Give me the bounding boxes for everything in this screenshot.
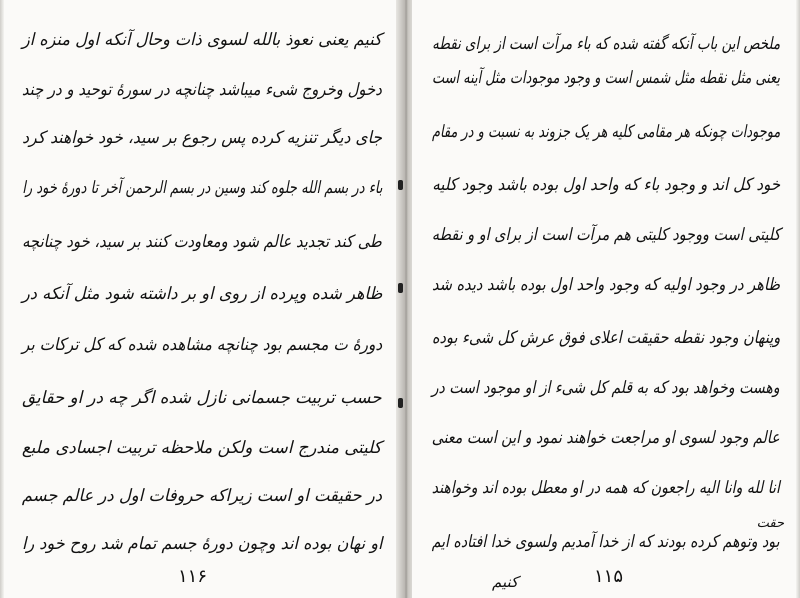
left-line-6: ظاهر شده وپرده از روی او بر داشته شود مثل آنکه در bbox=[21, 284, 382, 304]
left-line-8: حسب تربیت جسمانی نازل شده اگر چه در او حقایق bbox=[22, 388, 382, 408]
right-line-7: وپنهان وجود نقطه حقیقت اعلای فوق عرش کل شیء بوده bbox=[431, 328, 780, 348]
left-page-number: ۱۱۶ bbox=[178, 566, 208, 587]
right-line-6: ظاهر در وجود اولیه که وجود واحد اول بوده باشد دیده شد bbox=[432, 275, 780, 295]
left-line-2: دخول وخروج شیء میباشد چنانچه در سورۀ توحید و در چند bbox=[22, 80, 382, 100]
left-line-7: دورۀ ت مجسم بود چنانچه مشاهده شده که کل ترکات بر bbox=[21, 335, 382, 355]
binding-mark bbox=[398, 180, 403, 190]
marginal-note: حقت bbox=[756, 516, 784, 531]
binding-mark bbox=[398, 283, 403, 293]
left-line-5: طی کند تجدید عالم شود ومعاودت کنند بر سید، خود چنانچه bbox=[22, 232, 382, 252]
right-line-4: خود کل اند و وجود باء که واحد اول بوده باشد وجود کلیه bbox=[432, 175, 780, 195]
left-line-3: جای دیگر تنزیه کرده پس رجوع بر سید، خود خواهند کرد bbox=[22, 128, 382, 148]
left-line-1: کنیم یعنی نعوذ بالله لسوی ذات وحال آنکه اول منزه از bbox=[22, 30, 382, 50]
right-line-5: کلیتی است ووجود کلیتی هم مرآت است از برای او و نقطه bbox=[431, 225, 780, 245]
left-line-11: او نهان بوده اند وچون دورۀ جسم تمام شد روح خود را bbox=[21, 534, 382, 554]
right-line-3: موجودات چونکه هر مقامی کلیه هر یک جزوند به نسبت و در مقام bbox=[431, 122, 780, 142]
right-line-11: بود وتوهم کرده بودند که از خدا آمدیم ولسوی خدا افتاده ایم bbox=[432, 532, 780, 552]
right-line-1: ملخص این باب آنکه گفته شده که باء مرآت است از برای نقطه bbox=[432, 34, 780, 54]
binding-mark bbox=[398, 398, 403, 408]
catchword: کنیم bbox=[492, 573, 519, 591]
right-line-8: وهست وخواهد بود که به قلم کل شیء از او موجود است در bbox=[432, 378, 780, 398]
right-page bbox=[412, 0, 800, 598]
right-page-edge bbox=[796, 0, 800, 598]
right-line-10: انا لله وانا الیه راجعون که همه در او معطل بوده اند وخواهند bbox=[431, 478, 780, 498]
right-line-9: عالم وجود لسوی او مراجعت خواهند نمود و این است معنی bbox=[432, 428, 780, 448]
right-page-number: ۱۱۵ bbox=[594, 566, 624, 587]
right-line-2: یعنی مثل نقطه مثل شمس است و وجود موجودات مثل آینه است bbox=[432, 68, 780, 88]
left-page-edge bbox=[0, 0, 4, 598]
left-line-9: کلیتی مندرج است ولکن ملاحظه تربیت اجسادی ملبع bbox=[22, 438, 382, 458]
left-line-4: باء در بسم الله جلوه کند وسین در بسم الرحمن آخر تا دورۀ خود را bbox=[21, 178, 382, 198]
left-line-10: در حقیقت او است زیراکه حروفات اول در عالم جسم bbox=[21, 486, 382, 506]
